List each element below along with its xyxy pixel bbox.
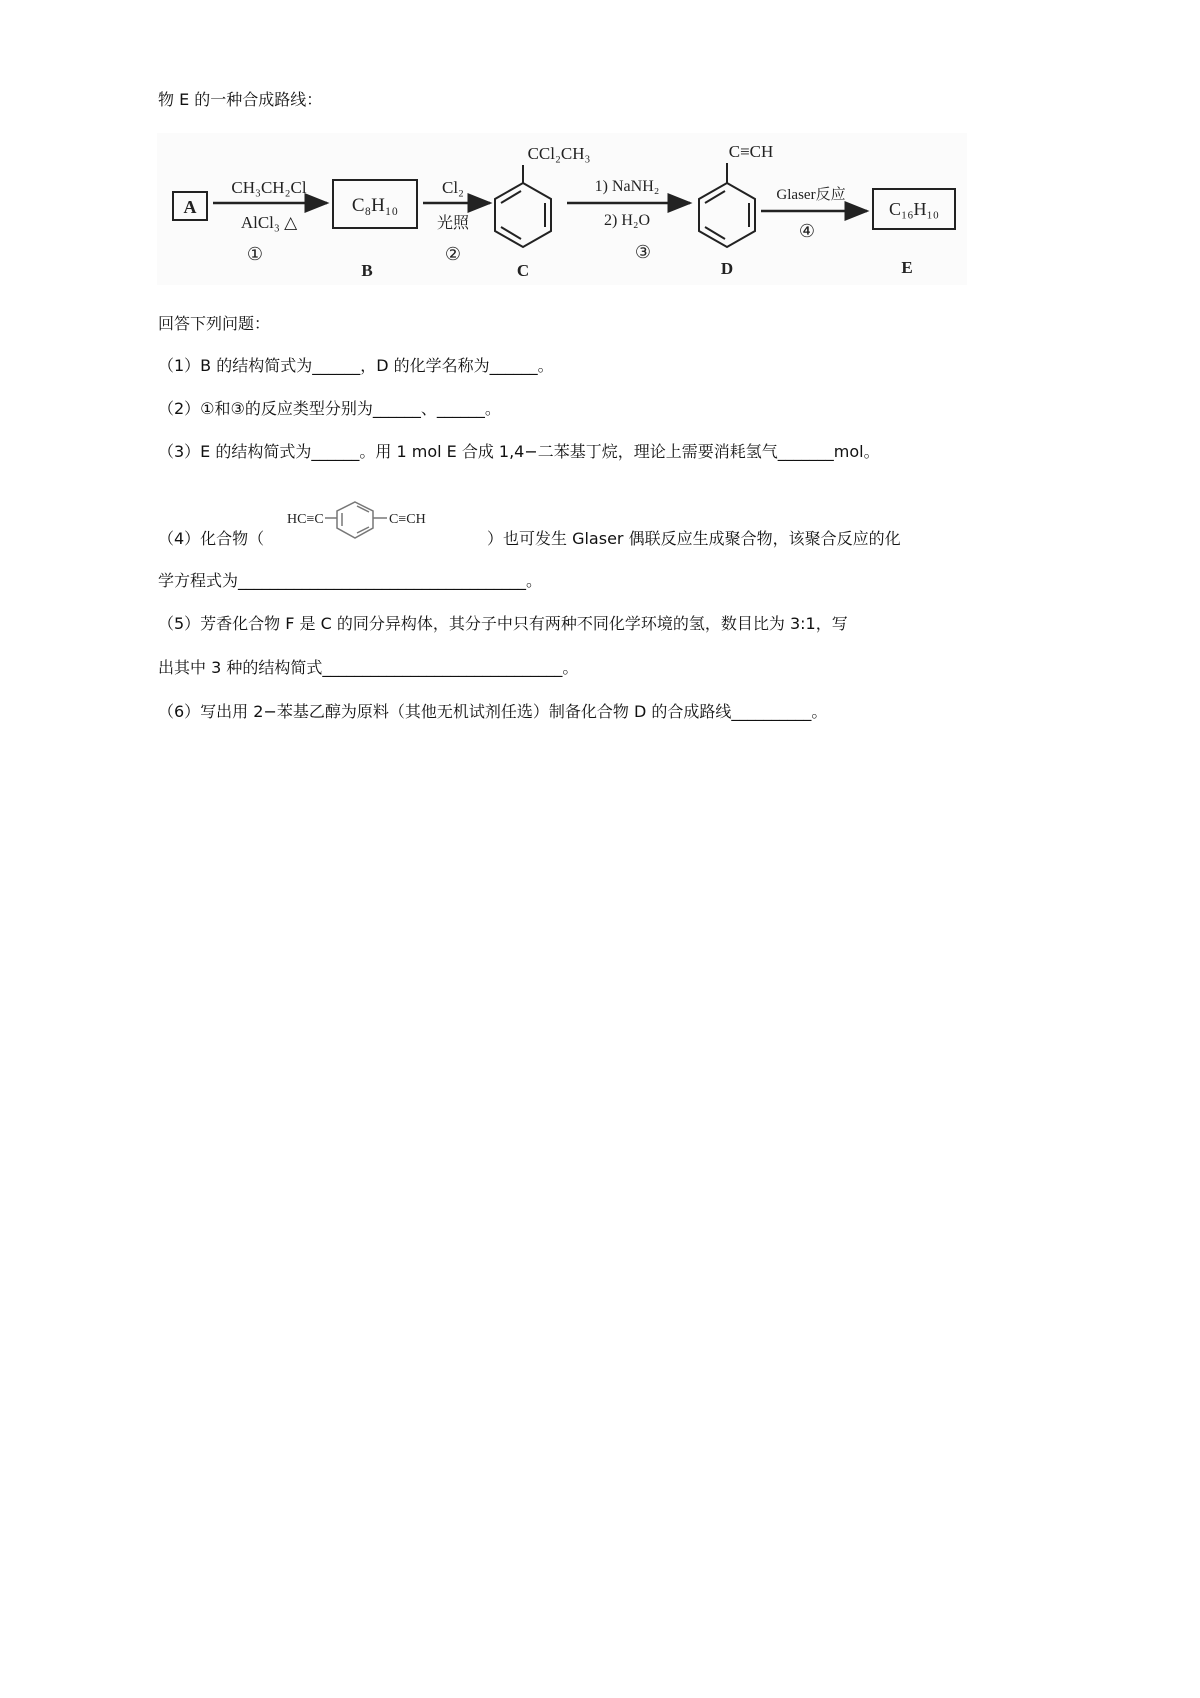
step4-number: ④: [798, 221, 816, 241]
question-4-part2: ）也可发生 Glaser 偶联反应生成聚合物，该聚合反应的化: [487, 529, 901, 548]
question-4-part1: （4）化合物（: [158, 529, 265, 548]
step3-number: ③: [634, 242, 652, 262]
intro-text: 物 E 的一种合成路线：: [158, 90, 323, 109]
synthesis-scheme: [157, 133, 967, 285]
question-6: （6）写出用 2−苯基乙醇为原料（其他无机试剂任选）制备化合物 D 的合成路线__________。: [158, 702, 828, 721]
compound-b-formula: C₈H₁₀: [351, 195, 399, 216]
compound-a-label: A: [183, 197, 197, 217]
step3-reagent: 1) NaNH₂: [594, 178, 660, 195]
step3-condition: 2) H₂O: [603, 212, 651, 229]
step1-reagent: CH₃CH₂Cl: [231, 178, 307, 197]
question-5-part2: 出其中 3 种的结构简式______________________________。: [158, 658, 579, 677]
step1-number: ①: [246, 244, 264, 264]
question-5-part1: （5）芳香化合物 F 是 C 的同分异构体，其分子中只有两种不同化学环境的氢，数目比为 3:1，写: [158, 614, 848, 633]
compound-e-label: E: [901, 258, 913, 277]
step2-reagent: Cl₂: [442, 178, 464, 197]
compound-d-label: D: [720, 259, 734, 278]
compound-e-formula: C₁₆H₁₀: [888, 199, 940, 219]
question-3: （3）E 的结构简式为______。用 1 mol E 合成 1,4−二苯基丁烷，理论上需要消耗氢气_______mol。: [158, 442, 880, 461]
compound-c-label: C: [516, 261, 530, 280]
step4-reaction: Glaser反应: [776, 187, 846, 203]
step2-condition: 光照: [436, 215, 470, 232]
question-1: （1）B 的结构简式为______，D 的化学名称为______。: [158, 356, 554, 375]
step2-number: ②: [444, 244, 462, 264]
compound-b-label: B: [361, 261, 373, 280]
question-4-part3: 学方程式为____________________________________。: [158, 571, 543, 590]
structure-left-group: HC≡C: [287, 512, 324, 527]
compound-d-substituent: C≡CH: [728, 142, 774, 161]
compound-c-substituent: CCl₂CH₃: [527, 144, 591, 163]
structure-right-group: C≡CH: [389, 512, 426, 527]
diethynylbenzene-structure: [285, 498, 490, 554]
step1-condition: AlCl₃ △: [240, 213, 298, 232]
question-2: （2）①和③的反应类型分别为______、______。: [158, 399, 501, 418]
prompt-text: 回答下列问题：: [158, 314, 271, 333]
